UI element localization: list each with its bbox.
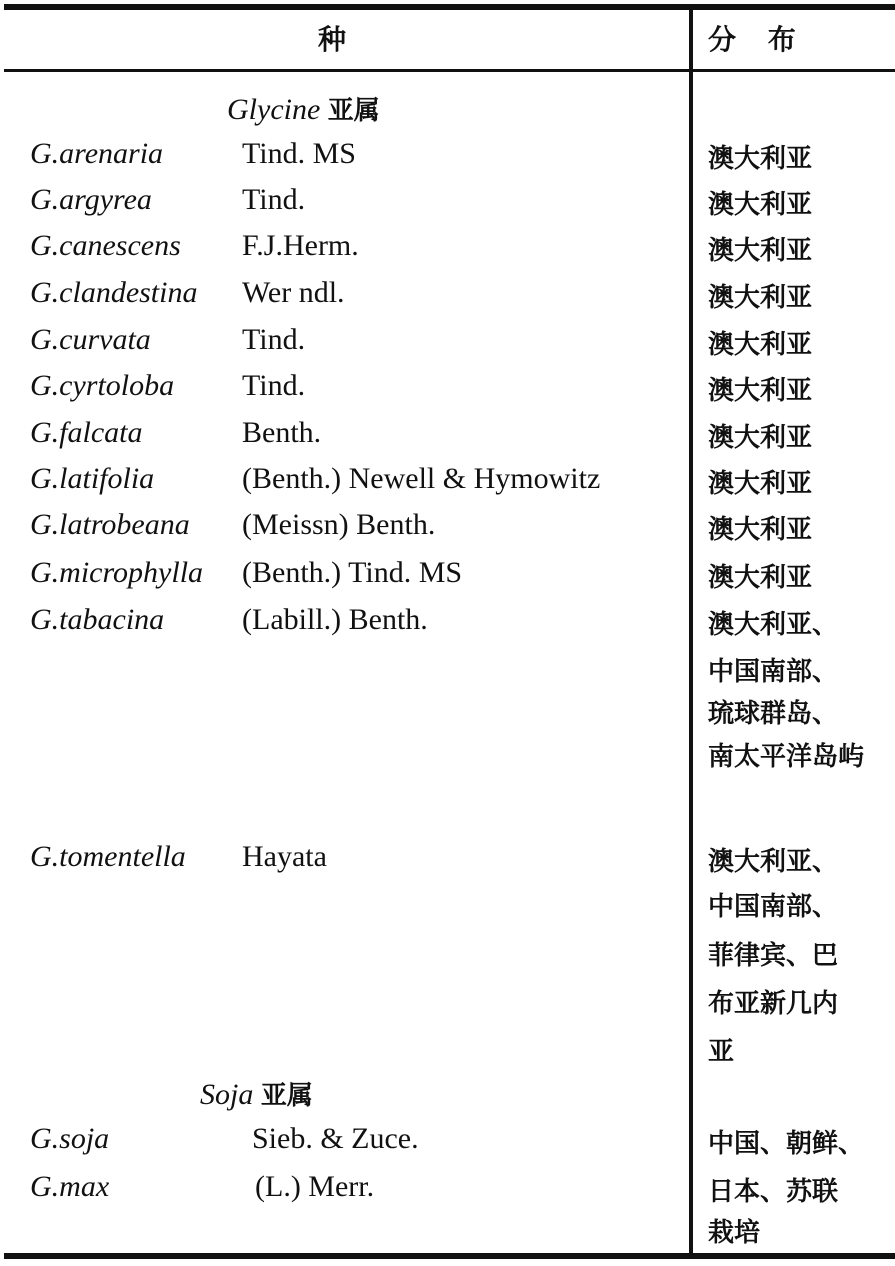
species-distribution-line: 栽培 bbox=[708, 1218, 761, 1248]
species-distribution: 澳大利亚 bbox=[708, 423, 813, 453]
species-author: Tind. bbox=[242, 183, 306, 216]
species-distribution-line: 琉球群岛、 bbox=[708, 699, 839, 729]
subgenus-name: Soja bbox=[200, 1078, 254, 1111]
species-distribution-line: 中国南部、 bbox=[708, 657, 839, 687]
species-distribution-line: 菲律宾、巴 bbox=[708, 941, 839, 971]
species-author: (Meissn) Benth. bbox=[242, 508, 436, 541]
species-author: Tind. bbox=[242, 323, 306, 356]
column-divider bbox=[689, 8, 693, 1256]
species-author: (L.) Merr. bbox=[255, 1170, 375, 1203]
species-author: Wer ndl. bbox=[242, 276, 345, 309]
species-distribution: 澳大利亚 bbox=[708, 515, 813, 545]
species-name: G.latrobeana bbox=[30, 508, 190, 541]
species-author: Benth. bbox=[242, 416, 322, 449]
species-name: G.falcata bbox=[30, 416, 143, 449]
table-header-rule bbox=[4, 69, 895, 72]
species-name: G.argyrea bbox=[30, 183, 152, 216]
species-distribution-line: 中国南部、 bbox=[708, 892, 839, 922]
subgenus-label: 亚属 bbox=[260, 1081, 313, 1111]
subgenus-heading-glycine bbox=[227, 90, 380, 127]
species-distribution-line: 亚 bbox=[708, 1037, 735, 1067]
species-distribution-line: 南太平洋岛屿 bbox=[708, 742, 865, 772]
species-author: Tind. MS bbox=[242, 137, 356, 170]
species-distribution-line: 日本、苏联 bbox=[708, 1177, 839, 1207]
species-name: G.tomentella bbox=[30, 840, 186, 873]
species-author: (Benth.) Tind. MS bbox=[242, 556, 463, 589]
species-name: G.microphylla bbox=[30, 556, 204, 589]
species-distribution: 中国、朝鲜、 bbox=[708, 1129, 865, 1159]
species-distribution: 澳大利亚 bbox=[708, 144, 813, 174]
species-distribution: 澳大利亚 bbox=[708, 376, 813, 406]
header-species: 种 bbox=[318, 23, 349, 56]
species-author: (Labill.) Benth. bbox=[242, 603, 428, 636]
species-name: G.canescens bbox=[30, 229, 181, 262]
species-name: G.cyrtoloba bbox=[30, 369, 175, 402]
species-distribution: 澳大利亚 bbox=[708, 283, 813, 313]
table-bottom-rule bbox=[4, 1253, 895, 1259]
species-distribution-line: 澳大利亚、 bbox=[708, 610, 839, 640]
species-author: Tind. bbox=[242, 369, 306, 402]
species-distribution: 澳大利亚 bbox=[708, 236, 813, 266]
species-name: G.curvata bbox=[30, 323, 151, 356]
species-distribution: 澳大利亚 bbox=[708, 190, 813, 220]
species-author: Sieb. & Zuce. bbox=[252, 1122, 419, 1155]
subgenus-label: 亚属 bbox=[327, 96, 380, 126]
species-name: G.arenaria bbox=[30, 137, 164, 170]
species-author: F.J.Herm. bbox=[242, 229, 359, 262]
species-distribution: 澳大利亚 bbox=[708, 563, 813, 593]
species-name: G.latifolia bbox=[30, 462, 155, 495]
species-name: G.max bbox=[30, 1170, 110, 1203]
species-name: G.tabacina bbox=[30, 603, 165, 636]
species-author: (Benth.) Newell & Hymowitz bbox=[242, 462, 601, 495]
subgenus-name: Glycine bbox=[227, 93, 321, 126]
header-distribution: 分 布 bbox=[708, 23, 798, 56]
species-distribution-line: 澳大利亚、 bbox=[708, 847, 839, 877]
subgenus-heading-soja bbox=[200, 1075, 313, 1112]
species-distribution: 澳大利亚 bbox=[708, 330, 813, 360]
species-distribution: 澳大利亚 bbox=[708, 469, 813, 499]
species-name: G.soja bbox=[30, 1122, 110, 1155]
species-distribution-line: 布亚新几内 bbox=[708, 989, 839, 1019]
table-top-rule bbox=[4, 4, 895, 10]
species-author: Hayata bbox=[242, 840, 327, 873]
species-name: G.clandestina bbox=[30, 276, 198, 309]
